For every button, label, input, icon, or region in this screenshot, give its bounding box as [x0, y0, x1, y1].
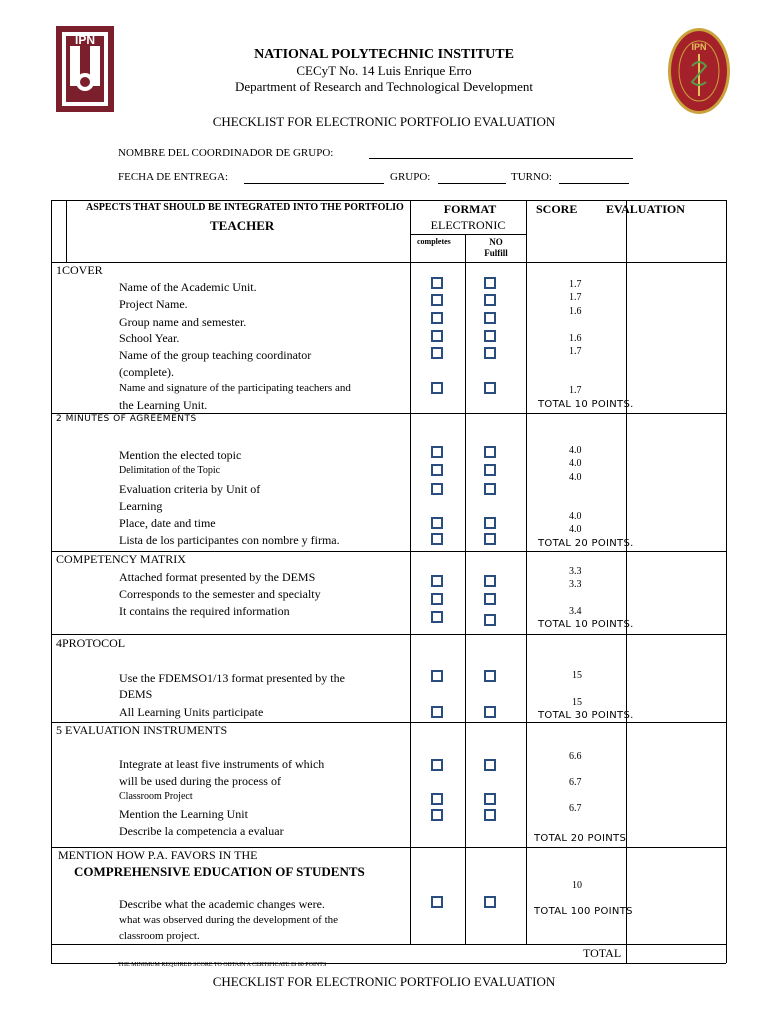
protocol-score: 15: [572, 697, 582, 708]
instruments-score: 6.6: [569, 751, 582, 762]
completes-checkbox[interactable]: [431, 294, 443, 306]
no-header: NO: [489, 237, 503, 247]
protocol-item: DEMS: [119, 687, 153, 701]
minutes-score: 4.0: [569, 445, 582, 456]
cover-score: 1.7: [569, 292, 582, 303]
completes-checkbox[interactable]: [431, 382, 443, 394]
cover-score: 1.6: [569, 306, 582, 317]
minutes-score: 4.0: [569, 524, 582, 535]
school-name: CECyT No. 14 Luis Enrique Erro: [296, 63, 472, 78]
cover-item: Group name and semester.: [119, 315, 247, 329]
cover-item: Name of the group teaching coordinator: [119, 348, 312, 362]
no-fulfill-checkbox[interactable]: [484, 277, 496, 289]
completes-checkbox[interactable]: [431, 277, 443, 289]
instruments-score: 6.7: [569, 803, 582, 814]
no-fulfill-checkbox[interactable]: [484, 312, 496, 324]
cover-total: TOTAL 10 POINTS.: [538, 399, 634, 410]
cover-score: 1.7: [569, 279, 582, 290]
minutes-item: Evaluation criteria by Unit of: [119, 482, 261, 496]
coordinator-label: NOMBRE DEL COORDINADOR DE GRUPO:: [118, 147, 334, 159]
grand-total-label: TOTAL: [583, 946, 622, 960]
group-field[interactable]: [438, 183, 506, 184]
coordinator-field[interactable]: [369, 158, 633, 159]
completes-checkbox[interactable]: [431, 593, 443, 605]
no-fulfill-checkbox[interactable]: [484, 533, 496, 545]
no-fulfill-checkbox[interactable]: [484, 593, 496, 605]
cover-score: 1.7: [569, 346, 582, 357]
no-fulfill-checkbox[interactable]: [484, 575, 496, 587]
shift-field[interactable]: [559, 183, 629, 184]
minutes-item: Mention the elected topic: [119, 448, 242, 462]
instruments-item: Classroom Project: [119, 791, 193, 802]
mention-score: 10: [572, 880, 582, 891]
matrix-score: 3.3: [569, 566, 582, 577]
no-fulfill-checkbox[interactable]: [484, 294, 496, 306]
no-fulfill-checkbox[interactable]: [484, 793, 496, 805]
ipn-seal-text: IPN: [691, 42, 707, 52]
shift-label: TURNO:: [511, 171, 552, 183]
mention-item: Describe what the academic changes were.: [119, 897, 325, 911]
completes-checkbox[interactable]: [431, 330, 443, 342]
completes-checkbox[interactable]: [431, 670, 443, 682]
matrix-item: It contains the required information: [119, 604, 290, 618]
teacher-header: TEACHER: [210, 218, 275, 233]
section-instruments-title: 5 EVALUATION INSTRUMENTS: [56, 723, 228, 737]
no-fulfill-checkbox[interactable]: [484, 809, 496, 821]
cover-item: Name and signature of the participating teachers and: [119, 382, 351, 394]
no-fulfill-checkbox[interactable]: [484, 483, 496, 495]
minutes-score: 4.0: [569, 458, 582, 469]
no-fulfill-checkbox[interactable]: [484, 382, 496, 394]
department-name: Department of Research and Technological Development: [234, 79, 534, 94]
score-header: SCORE: [536, 202, 578, 216]
no-fulfill-checkbox[interactable]: [484, 896, 496, 908]
minutes-item: Delimitation of the Topic: [119, 465, 221, 476]
group-label: GRUPO:: [390, 171, 431, 183]
no-fulfill-checkbox[interactable]: [484, 517, 496, 529]
no-fulfill-checkbox[interactable]: [484, 670, 496, 682]
cover-item: (complete).: [119, 365, 174, 379]
completes-checkbox[interactable]: [431, 533, 443, 545]
completes-checkbox[interactable]: [431, 446, 443, 458]
instruments-item: will be used during the process of: [119, 774, 281, 788]
completes-checkbox[interactable]: [431, 464, 443, 476]
minutes-score: 4.0: [569, 511, 582, 522]
cover-score: 1.7: [569, 385, 582, 396]
completes-header: completes: [417, 237, 451, 246]
institute-name: NATIONAL POLYTECHNIC INSTITUTE: [254, 47, 514, 62]
instruments-item: Mention the Learning Unit: [119, 807, 248, 821]
completes-checkbox[interactable]: [431, 611, 443, 623]
minutes-score: 4.0: [569, 472, 582, 483]
minutes-total: TOTAL 20 POINTS.: [538, 538, 634, 549]
section-matrix-title: COMPETENCY MATRIX: [56, 552, 186, 566]
form-title: CHECKLIST FOR ELECTRONIC PORTFOLIO EVALUATION: [212, 114, 556, 129]
delivery-date-field[interactable]: [244, 183, 384, 184]
instruments-item: Integrate at least five instruments of which: [119, 757, 325, 771]
cover-item: Name of the Academic Unit.: [119, 280, 257, 294]
completes-checkbox[interactable]: [431, 793, 443, 805]
ipn-crest-text: IPN: [74, 33, 96, 47]
instruments-item: Describe la competencia a evaluar: [119, 824, 284, 838]
matrix-item: Attached format presented by the DEMS: [119, 570, 316, 584]
no-fulfill-checkbox[interactable]: [484, 706, 496, 718]
electronic-header: ELECTRONIC: [430, 218, 506, 232]
section-mention-title: MENTION HOW P.A. FAVORS IN THE: [58, 848, 258, 862]
no-fulfill-checkbox[interactable]: [484, 347, 496, 359]
minutes-item: Place, date and time: [119, 516, 216, 530]
section-minutes-title: 2 MINUTES OF AGREEMENTS: [56, 414, 197, 424]
cover-item: Project Name.: [119, 297, 188, 311]
delivery-date-label: FECHA DE ENTREGA:: [118, 171, 228, 183]
section-protocol-title: 4PROTOCOL: [56, 636, 126, 650]
protocol-score: 15: [572, 670, 582, 681]
completes-checkbox[interactable]: [431, 575, 443, 587]
completes-checkbox[interactable]: [431, 483, 443, 495]
instruments-score: 6.7: [569, 777, 582, 788]
matrix-score: 3.3: [569, 579, 582, 590]
completes-checkbox[interactable]: [431, 706, 443, 718]
minutes-item: Learning: [119, 499, 163, 513]
no-fulfill-checkbox[interactable]: [484, 464, 496, 476]
no-fulfill-checkbox[interactable]: [484, 330, 496, 342]
cover-item: the Learning Unit.: [119, 398, 208, 412]
evaluation-header: EVALUATION: [606, 202, 685, 216]
aspects-header: ASPECTS THAT SHOULD BE INTEGRATED INTO THE PORTFOLIO: [86, 202, 404, 213]
matrix-score: 3.4: [569, 606, 582, 617]
mention-item: classroom project.: [119, 930, 200, 942]
cover-item: School Year.: [119, 331, 180, 345]
mention-total: TOTAL 100 POINTS: [534, 906, 633, 917]
completes-checkbox[interactable]: [431, 347, 443, 359]
footer-form-title: CHECKLIST FOR ELECTRONIC PORTFOLIO EVALUATION: [212, 974, 556, 989]
protocol-total: TOTAL 30 POINTS.: [538, 710, 634, 721]
instruments-total: TOTAL 20 POINTS: [534, 833, 627, 844]
completes-checkbox[interactable]: [431, 809, 443, 821]
matrix-total: TOTAL 10 POINTS.: [538, 619, 634, 630]
protocol-item: All Learning Units participate: [119, 705, 264, 719]
minutes-item: Lista de los participantes con nombre y firma.: [119, 533, 340, 547]
matrix-item: Corresponds to the semester and specialty: [119, 587, 321, 601]
format-header: FORMAT: [443, 202, 497, 216]
completes-checkbox[interactable]: [431, 759, 443, 771]
section-cover-title: 1COVER: [56, 263, 103, 277]
completes-checkbox[interactable]: [431, 312, 443, 324]
completes-checkbox[interactable]: [431, 517, 443, 529]
minimum-score-note: THE MINIMUM REQUIRED SCORE TO OBTAIN A CERTIFICATE IS 80 POINTS: [118, 962, 327, 968]
no-fulfill-checkbox[interactable]: [484, 614, 496, 626]
section-mention-subtitle: COMPREHENSIVE EDUCATION OF STUDENTS: [74, 864, 365, 879]
fulfill-header: Fulfill: [484, 248, 508, 258]
cover-score: 1.6: [569, 333, 582, 344]
no-fulfill-checkbox[interactable]: [484, 446, 496, 458]
protocol-item: Use the FDEMSO1/13 format presented by the: [119, 671, 345, 685]
mention-item: what was observed during the development of the: [119, 914, 339, 926]
completes-checkbox[interactable]: [431, 896, 443, 908]
no-fulfill-checkbox[interactable]: [484, 759, 496, 771]
